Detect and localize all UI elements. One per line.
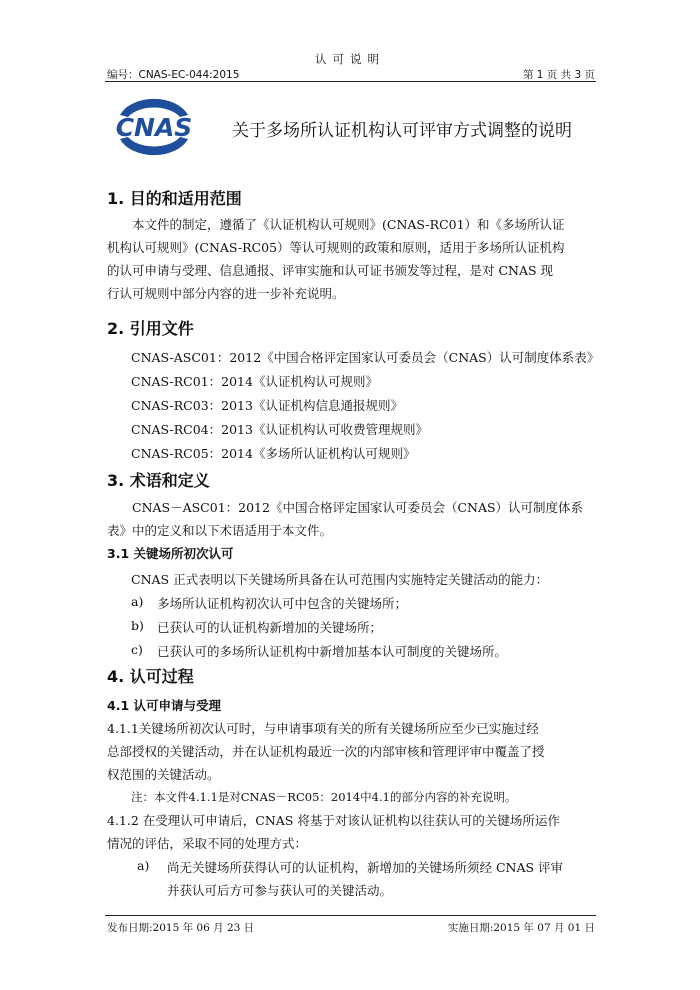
issue-date: 发布日期:2015 年 06 月 23 日: [107, 922, 255, 934]
section-1-line-4: 行认可规则中部分内容的进一步补充说明。: [107, 286, 345, 301]
section-1-line-1: 本文件的制定，遵循了《认证机构认可规则》(CNAS-RC01）和《多场所认证: [132, 217, 565, 232]
reference-item: CNAS-ASC01：2012《中国合格评定国家认可委员会（CNAS）认可制度体系表》: [131, 350, 600, 365]
list-item: 已获认可的多场所认证机构中新增加基本认可制度的关键场所。: [157, 644, 508, 659]
note-text: 注：本文件4.1.1是对CNAS－RC05：2014中4.1的部分内容的补充说明。: [131, 790, 517, 804]
list-marker: a): [131, 594, 144, 609]
logo-text: CNAS: [115, 113, 193, 142]
section-3-heading: 3. 术语和定义: [107, 471, 210, 490]
reference-item: CNAS-RC04：2013《认证机构认可收费管理规则》: [131, 422, 428, 437]
section-1-line-3: 的认可申请与受理、信息通报、评审实施和认可证书颁发等过程，是对 CNAS 现: [107, 263, 554, 278]
header-title: 认可说明: [315, 52, 385, 66]
section-4-heading: 4. 认可过程: [107, 667, 194, 686]
subsection-3-1-intro: CNAS 正式表明以下关键场所具备在认可范围内实施特定关键活动的能力：: [131, 572, 549, 587]
section-2-heading: 2. 引用文件: [107, 319, 194, 338]
document-code: 编号：CNAS-EC-044:2015: [107, 69, 240, 81]
reference-item: CNAS-RC01：2014《认证机构认可规则》: [131, 374, 378, 389]
list-item: 尚无关键场所获得认可的认证机构，新增加的关键场所须经 CNAS 评审: [167, 860, 564, 875]
subsection-3-1-heading: 3.1 关键场所初次认可: [107, 546, 234, 561]
cnas-logo: [106, 95, 202, 159]
reference-item: CNAS-RC05：2014《多场所认证机构认可规则》: [131, 446, 416, 461]
header-divider: [105, 81, 596, 82]
section-1-line-2: 机构认可规则》(CNAS-RC05）等认可规则的政策和原则，适用于多场所认证机构: [107, 240, 565, 255]
section-1-heading: 1. 目的和适用范围: [107, 189, 242, 208]
subsection-4-1-heading: 4.1 认可申请与受理: [107, 698, 221, 713]
paragraph-4-1-2-line-2: 情况的评估，采取不同的处理方式：: [107, 836, 308, 851]
paragraph-4-1-2-line-1: 4.1.2 在受理认可申请后，CNAS 将基于对该认证机构以往获认可的关键场所运作: [107, 813, 560, 828]
list-item-continued: 并获认可后方可参与获认可的关键活动。: [167, 883, 393, 898]
section-3-line-2: 表》中的定义和以下术语适用于本文件。: [107, 523, 333, 538]
list-item: 多场所认证机构初次认可中包含的关键场所；: [157, 596, 408, 611]
list-marker: c): [131, 642, 143, 657]
section-3-line-1: CNAS－ASC01：2012《中国合格评定国家认可委员会（CNAS）认可制度体系: [132, 500, 584, 515]
list-marker: a): [137, 858, 150, 873]
paragraph-4-1-1-line-2: 总部授权的关键活动，并在认证机构最近一次的内部审核和管理评审中覆盖了授: [107, 744, 545, 759]
list-marker: b): [131, 618, 144, 633]
paragraph-4-1-1-line-1: 4.1.1关键场所初次认可时，与申请事项有关的所有关键场所应至少已实施过经: [107, 721, 539, 736]
footer-divider: [105, 915, 596, 916]
paragraph-4-1-1-line-3: 权范围的关键活动。: [107, 767, 220, 782]
reference-item: CNAS-RC03：2013《认证机构信息通报规则》: [131, 398, 403, 413]
page-indicator: 第 1 页 共 3 页: [522, 69, 595, 81]
effective-date: 实施日期:2015 年 07 月 01 日: [447, 922, 595, 934]
document-title: 关于多场所认证机构认可评审方式调整的说明: [232, 121, 572, 141]
list-item: 已获认可的认证机构新增加的关键场所；: [157, 620, 383, 635]
